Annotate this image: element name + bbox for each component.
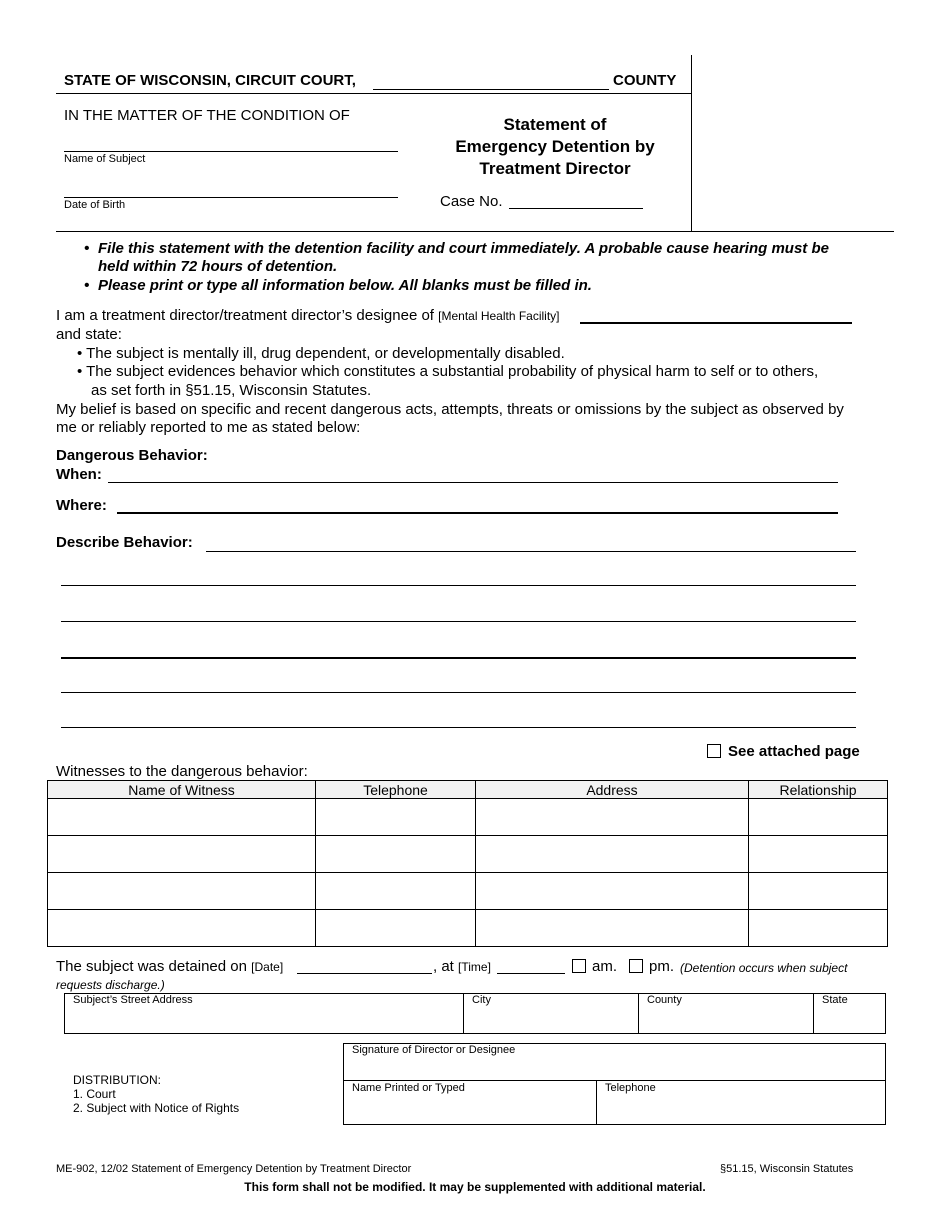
name-of-subject-label: Name of Subject [64, 153, 146, 165]
title-line-2: Emergency Detention by [455, 137, 655, 156]
when-label: When: [56, 466, 102, 483]
witness-address-cell[interactable] [476, 799, 749, 836]
instruction-bullet-2: • [84, 277, 90, 294]
witness-table [47, 780, 888, 947]
signature-label: Signature of Director or Designee [352, 1044, 516, 1056]
col-address: Address [476, 781, 749, 799]
address-divider-2 [638, 993, 639, 1034]
describe-field-line-5[interactable] [61, 692, 856, 693]
witness-relationship-cell[interactable] [749, 836, 888, 873]
am-label: am. [592, 958, 618, 975]
modification-notice: This form shall not be modified. It may be supplemented with additional material. [244, 1180, 706, 1194]
witness-address-cell[interactable] [476, 873, 749, 910]
witness-telephone-cell[interactable] [316, 799, 476, 836]
describe-field-line-1[interactable] [206, 551, 856, 552]
describe-field-line-4[interactable] [61, 657, 856, 659]
facility-field[interactable] [580, 322, 852, 324]
dangerous-behavior-heading: Dangerous Behavior: [56, 447, 208, 464]
table-row [48, 836, 888, 873]
col-name-of-witness: Name of Witness [48, 781, 316, 799]
detention-date-field[interactable] [297, 973, 432, 974]
signature-box-vertical-divider [596, 1080, 597, 1125]
detention-line [56, 958, 283, 975]
detention-note-2: requests discharge.) [56, 978, 165, 992]
pm-checkbox[interactable] [629, 959, 643, 973]
matter-of: IN THE MATTER OF THE CONDITION OF [64, 107, 350, 124]
case-no-label: Case No. [440, 193, 503, 210]
witness-address-cell[interactable] [476, 910, 749, 947]
instruction-1-line-2: held within 72 hours of detention. [98, 258, 338, 275]
name-printed-label: Name Printed or Typed [352, 1082, 465, 1094]
witness-relationship-cell[interactable] [749, 799, 888, 836]
date-of-birth-label: Date of Birth [64, 199, 126, 211]
describe-label: Describe Behavior: [56, 534, 193, 551]
witness-name-cell[interactable] [48, 873, 316, 910]
col-relationship: Relationship [749, 781, 888, 799]
witness-address-cell[interactable] [476, 836, 749, 873]
instruction-bullet-1: • [84, 240, 90, 257]
witness-name-cell[interactable] [48, 910, 316, 947]
header-vertical-divider [691, 55, 692, 232]
county-name-field[interactable] [373, 89, 609, 90]
detention-note-1: (Detention occurs when subject [680, 961, 848, 975]
facility-label: [Mental Health Facility] [438, 309, 560, 323]
and-state: and state: [56, 326, 122, 343]
distribution-item-2: 2. Subject with Notice of Rights [73, 1101, 240, 1115]
belief-line-2: me or reliably reported to me as stated below: [56, 419, 361, 436]
date-label: [Date] [251, 960, 284, 974]
statement-point-1: • The subject is mentally ill, drug dependent, or developmentally disabled. [77, 345, 565, 362]
describe-field-line-2[interactable] [61, 585, 856, 586]
witness-telephone-cell[interactable] [316, 836, 476, 873]
statement-intro-line [56, 307, 560, 324]
col-telephone: Telephone [316, 781, 476, 799]
am-checkbox[interactable] [572, 959, 586, 973]
statement-intro: I am a treatment director/treatment director’s designee of [56, 307, 434, 324]
when-field[interactable] [108, 482, 838, 483]
form-id: ME-902, 12/02 Statement of Emergency Detention by Treatment Director [56, 1163, 412, 1175]
county-label: County [647, 994, 682, 1006]
statement-point-2-line-1: • The subject evidences behavior which constitutes a substantial probability of physical harm to self or to others, [77, 363, 819, 380]
title-line-1: Statement of [503, 115, 607, 134]
instruction-1 [98, 240, 888, 275]
county-suffix: COUNTY [613, 72, 677, 89]
statement-point-2-line-2: as set forth in §51.15, Wisconsin Statutes. [91, 382, 372, 399]
statute-reference: §51.15, Wisconsin Statutes [720, 1163, 854, 1175]
instruction-1-line-1: File this statement with the detention facility and court immediately. A probable cause hearing must be [98, 240, 829, 257]
where-field[interactable] [117, 512, 838, 514]
table-row [48, 873, 888, 910]
court-prefix: STATE OF WISCONSIN, CIRCUIT COURT, [64, 72, 356, 89]
signature-box-divider [343, 1080, 886, 1081]
table-row [48, 799, 888, 836]
see-attached-label: See attached page [728, 743, 860, 760]
state-label: State [822, 994, 848, 1006]
address-divider-1 [463, 993, 464, 1034]
city-label: City [472, 994, 491, 1006]
date-of-birth-field[interactable] [64, 197, 398, 198]
witness-telephone-cell[interactable] [316, 873, 476, 910]
at-text: , at [433, 958, 454, 975]
witness-name-cell[interactable] [48, 799, 316, 836]
describe-field-line-6[interactable] [61, 727, 856, 728]
witness-relationship-cell[interactable] [749, 910, 888, 947]
describe-field-line-3[interactable] [61, 621, 856, 622]
witness-name-cell[interactable] [48, 836, 316, 873]
address-divider-3 [813, 993, 814, 1034]
case-no-field[interactable] [509, 208, 643, 209]
belief-line-1: My belief is based on specific and recent dangerous acts, attempts, threats or omissions by the subject as observed by [56, 401, 844, 418]
detention-time-field[interactable] [497, 973, 565, 974]
distribution [73, 1073, 239, 1115]
header-bottom-rule [56, 231, 894, 232]
pm-label: pm. [649, 958, 675, 975]
see-attached-checkbox[interactable] [707, 744, 721, 758]
distribution-item-1: 1. Court [73, 1087, 116, 1101]
form-title [430, 114, 680, 180]
instruction-2: Please print or type all information below. All blanks must be filled in. [98, 277, 592, 294]
signature-telephone-label: Telephone [605, 1082, 656, 1094]
witness-header-row [48, 781, 888, 799]
distribution-heading: DISTRIBUTION: [73, 1073, 162, 1087]
time-part [433, 958, 491, 975]
street-address-label: Subject’s Street Address [73, 994, 193, 1006]
witness-telephone-cell[interactable] [316, 910, 476, 947]
witness-relationship-cell[interactable] [749, 873, 888, 910]
time-label: [Time] [458, 960, 491, 974]
header-divider [56, 93, 692, 94]
table-row [48, 910, 888, 947]
title-line-3: Treatment Director [479, 159, 631, 178]
witnesses-heading: Witnesses to the dangerous behavior: [56, 763, 308, 780]
detention-prefix: The subject was detained on [56, 958, 247, 975]
where-label: Where: [56, 497, 107, 514]
name-of-subject-field[interactable] [64, 151, 398, 152]
